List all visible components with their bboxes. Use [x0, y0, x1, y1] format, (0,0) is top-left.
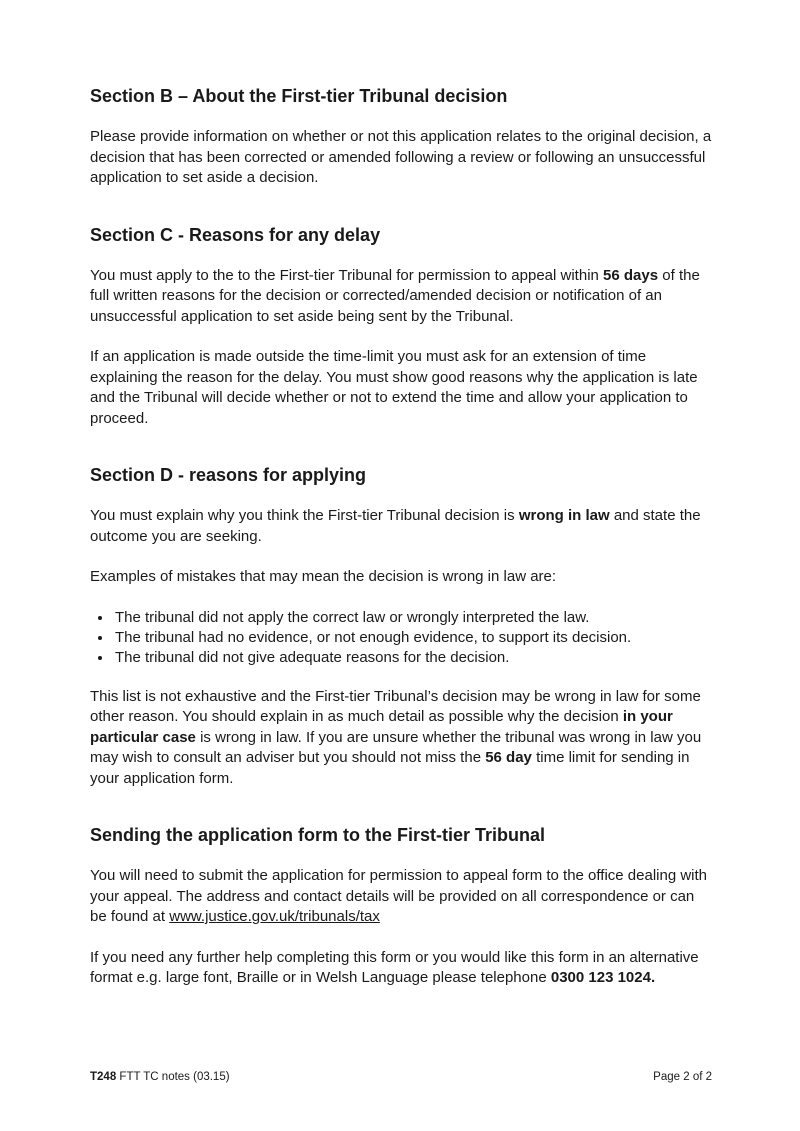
text-segment: time limit for sending in your application form.: [90, 749, 690, 787]
bold-wrong-in-law: wrong in law: [518, 507, 610, 524]
justice-gov-tribunals-tax-link[interactable]: www.justice.gov.uk/tribunals/tax: [169, 908, 380, 925]
section-c-paragraph-1: [90, 266, 712, 328]
text-segment: of the full written reasons for the decision or corrected/amended decision or notification of an unsuccessful application to set aside being sent by the Tribunal.: [90, 266, 700, 325]
text-segment: If you need any further help completing this form or you would like this form in an alternative format e.g. large font, Braille or in Welsh Language please telephone: [90, 948, 699, 986]
bold-in-your-particular-case: in your particular case: [90, 708, 673, 746]
mistakes-bullet-list: [90, 608, 712, 668]
text-segment: You must explain why you think the First-tier Tribunal decision is: [90, 507, 519, 524]
text-segment: Please provide information on whether or not this application relates to the original decision, a decision that has been corrected or amended following a review or following an unsuccessful application to set aside a decision.: [90, 128, 712, 186]
bold-phone-number: 0300 123 1024.: [550, 969, 656, 986]
form-notes-label: FTT TC notes (03.15): [116, 1071, 230, 1083]
page-footer: [90, 1071, 712, 1083]
section-b-heading: Section B – About the First-tier Tribunal decision: [90, 86, 508, 106]
text-segment: You must apply to the to the First-tier Tribunal for permission to appeal within: [90, 266, 604, 284]
section-d-paragraph-2: [90, 567, 712, 588]
text-segment: and state the outcome you are seeking.: [90, 507, 701, 545]
text-segment: You will need to submit the application for permission to appeal form to the office dealing with your appeal. The address and contact details will be provided on all correspondence or can be found at: [90, 867, 708, 925]
page-content: [90, 86, 712, 1009]
section-b-paragraph-1: [90, 127, 712, 189]
document-reference: [90, 1071, 230, 1083]
page-number: Page 2 of 2: [653, 1071, 712, 1083]
sending-paragraph-1: [90, 866, 712, 928]
text-segment: If an application is made outside the time-limit you must ask for an extension of time explaining the reason for the delay. You must show good reasons why the application is late and the Tribunal will decide whether or not to extend the time and allow your application to proceed.: [90, 348, 698, 427]
sending-section-heading: Sending the application form to the First-tier Tribunal: [90, 825, 546, 845]
section-c-heading: Section C - Reasons for any delay: [90, 224, 381, 245]
text-segment: Examples of mistakes that may mean the decision is wrong in law are:: [90, 568, 557, 585]
form-number: T248: [90, 1071, 117, 1083]
bold-56-day: 56 day: [485, 749, 532, 766]
list-item: • The tribunal did not give adequate reasons for the decision.: [113, 648, 712, 668]
bold-56-days: 56 days: [603, 266, 659, 284]
section-d-paragraph-3: [90, 687, 712, 790]
section-d-paragraph-1: [90, 506, 712, 547]
sending-paragraph-2: [90, 948, 712, 989]
text-segment: This list is not exhaustive and the First-tier Tribunal’s decision may be wrong in law for some other reason. You should explain in as much detail as possible why the decision: [90, 687, 701, 725]
section-d-heading: Section D - reasons for applying: [90, 465, 367, 485]
section-c-paragraph-2: [90, 347, 712, 429]
text-segment: is wrong in law. If you are unsure whether the tribunal was wrong in law you may wish to consult an adviser but you should not miss the: [90, 728, 702, 766]
list-item: • The tribunal did not apply the correct law or wrongly interpreted the law.: [113, 608, 712, 628]
list-item: • The tribunal had no evidence, or not enough evidence, to support its decision.: [113, 628, 712, 648]
